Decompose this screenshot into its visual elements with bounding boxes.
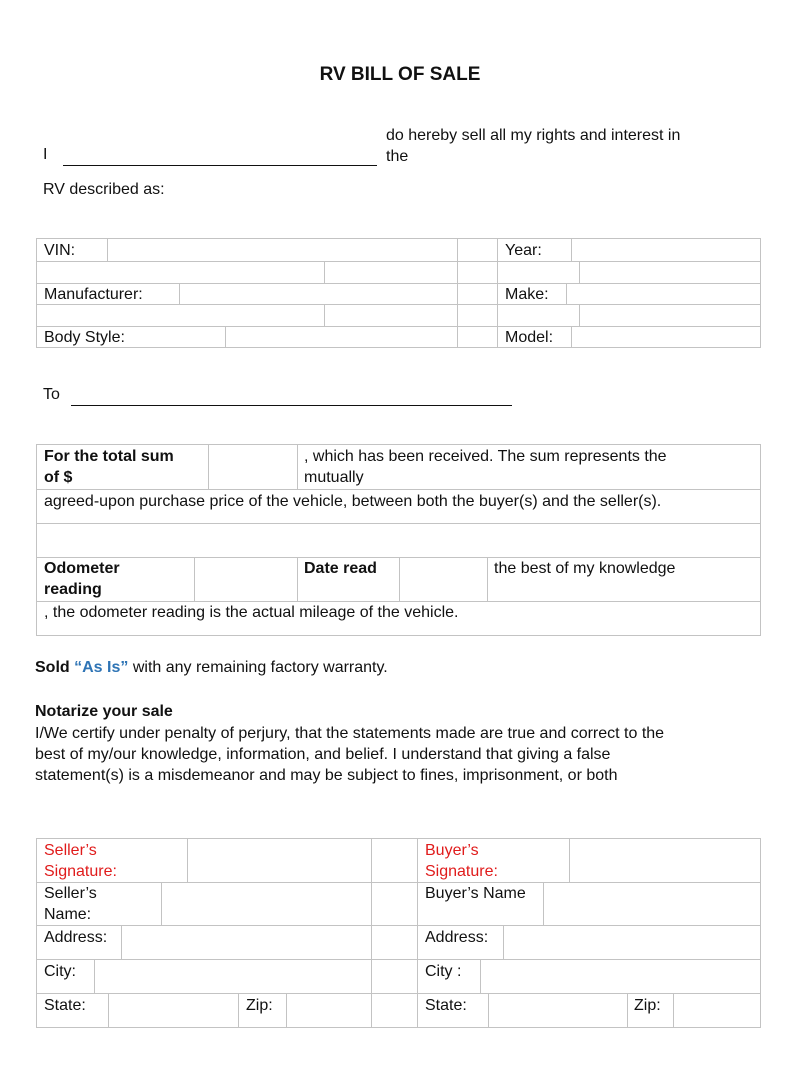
seller-name-field[interactable] [162, 882, 371, 925]
signature-table [36, 838, 761, 1028]
seller-zip-field[interactable] [287, 993, 371, 1028]
buyer-state-label: State: [425, 997, 467, 1014]
manufacturer-label: Manufacturer: [44, 286, 143, 303]
vin-field[interactable] [108, 239, 457, 261]
year-label: Year: [505, 242, 542, 259]
make-field[interactable] [567, 283, 760, 304]
seller-name-label-line2: Name: [44, 906, 92, 923]
buyer-zip-label: Zip: [634, 997, 661, 1014]
sum-table [36, 444, 761, 636]
buyer-city-label: City : [425, 963, 462, 980]
sold-as-is-line [35, 659, 388, 677]
seller-address-label: Address: [44, 929, 108, 946]
make-label: Make: [505, 286, 549, 303]
buyer-city-field[interactable] [481, 959, 760, 993]
seller-name-label-line1: Seller’s [44, 885, 97, 902]
received-text-line2: mutually [304, 469, 364, 486]
body-style-field[interactable] [226, 326, 457, 348]
seller-signature-field[interactable] [188, 839, 371, 882]
odometer-actual-text: , the odometer reading is the actual mileage of the vehicle. [44, 604, 459, 621]
seller-state-label: State: [44, 997, 86, 1014]
total-sum-label-line2: of $ [44, 469, 73, 486]
seller-city-label: City: [44, 963, 76, 980]
body-style-label: Body Style: [44, 329, 125, 346]
date-read-label: Date read [304, 560, 377, 577]
vehicle-table [36, 238, 761, 348]
notarize-line2: best of my/our knowledge, information, and belief. I understand that giving a false [35, 746, 611, 763]
buyer-name-field[interactable] [544, 882, 760, 925]
buyer-address-label: Address: [425, 929, 489, 946]
buyer-state-field[interactable] [489, 993, 627, 1028]
seller-name-blank[interactable] [63, 165, 377, 166]
buyer-zip-field[interactable] [674, 993, 760, 1028]
buyer-name-blank[interactable] [71, 405, 512, 406]
buyer-name-label: Buyer’s Name [425, 885, 526, 902]
buyer-signature-label-line1: Buyer’s [425, 842, 479, 859]
model-label: Model: [505, 329, 554, 346]
seller-address-field[interactable] [122, 925, 371, 959]
seller-zip-label: Zip: [246, 997, 273, 1014]
buyer-signature-label-line2: Signature: [425, 863, 498, 880]
best-knowledge-text: the best of my knowledge [494, 560, 676, 577]
intro-i: I [43, 146, 48, 163]
vin-label: VIN: [44, 242, 76, 259]
manufacturer-field[interactable] [180, 283, 457, 304]
odometer-label-line2: reading [44, 581, 102, 598]
rv-described-label: RV described as: [43, 181, 165, 198]
as-is-text: “As Is” [74, 659, 129, 676]
odometer-label-line1: Odometer [44, 560, 120, 577]
model-field[interactable] [572, 326, 760, 348]
year-field[interactable] [572, 239, 760, 261]
notarize-line3: statement(s) is a misdemeanor and may be subject to fines, imprisonment, or both [35, 767, 618, 784]
buyer-address-field[interactable] [504, 925, 760, 959]
total-sum-field[interactable] [209, 445, 297, 489]
to-label: To [43, 386, 60, 403]
intro-sell-line2: the [386, 148, 409, 165]
sold-suffix: with any remaining factory warranty. [132, 659, 388, 676]
total-sum-label-line1: For the total sum [44, 448, 174, 465]
buyer-signature-field[interactable] [570, 839, 760, 882]
odometer-field[interactable] [195, 557, 297, 601]
seller-signature-label-line2: Signature: [44, 863, 117, 880]
document-title: RV BILL OF SALE [319, 64, 481, 85]
sold-prefix: Sold [35, 659, 70, 676]
intro-sell-line1: do hereby sell all my rights and interest in [386, 127, 681, 144]
seller-city-field[interactable] [95, 959, 371, 993]
seller-state-field[interactable] [109, 993, 238, 1028]
notarize-line1: I/We certify under penalty of perjury, that the statements made are true and correct to the [35, 725, 665, 742]
seller-signature-label-line1: Seller’s [44, 842, 97, 859]
agreed-price-text: agreed-upon purchase price of the vehicle, between both the buyer(s) and the seller(s). [44, 493, 662, 510]
notarize-heading: Notarize your sale [35, 703, 173, 720]
date-read-field[interactable] [400, 557, 487, 601]
received-text-line1: , which has been received. The sum represents the [304, 448, 667, 465]
